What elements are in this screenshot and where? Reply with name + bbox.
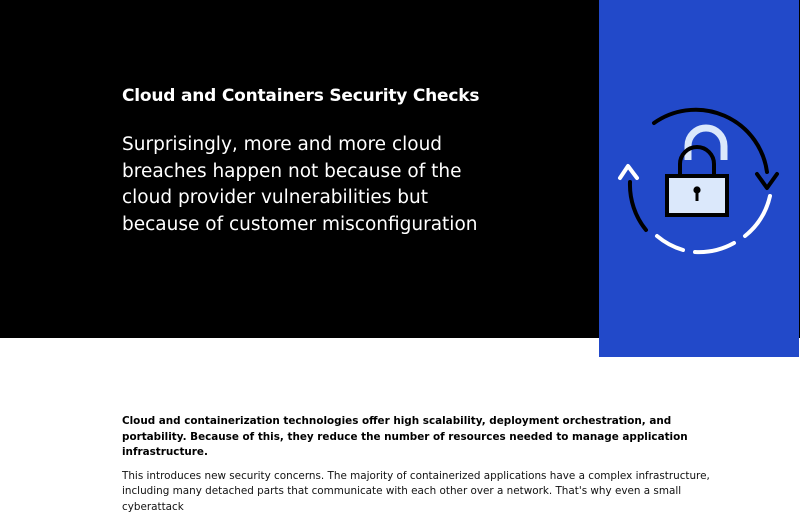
lock-shackle xyxy=(680,147,714,176)
refresh-arc-left xyxy=(630,182,646,230)
padlock-refresh-icon xyxy=(599,0,799,357)
arrowhead-right xyxy=(757,174,777,188)
arrowhead-left xyxy=(620,166,637,178)
hero-title: Cloud and Containers Security Checks xyxy=(122,86,479,106)
article-content xyxy=(122,414,730,515)
refresh-arc-bottom xyxy=(695,243,734,252)
hero-subtitle: Surprisingly, more and more cloud breaches happen not because of the cloud provider vulnerabilities but because of customer misconfiguration xyxy=(122,132,482,238)
body-paragraph: This introduces new security concerns. The majority of containerized applications have a complex infrastructure, including many detached parts that communicate with each other over a network. That's why even a small cyberattack xyxy=(122,469,730,515)
refresh-arc-top xyxy=(654,110,767,172)
refresh-arc-bottom-left xyxy=(657,236,683,250)
refresh-arc-right xyxy=(745,196,770,236)
intro-paragraph: Cloud and containerization technologies offer high scalability, deployment orchestration, and portability. Because of this, they reduce the number of resources needed to manage application infrastructure. xyxy=(122,414,730,461)
illustration-panel xyxy=(599,0,799,357)
keyhole-slot xyxy=(696,192,699,201)
lock-shackle-back xyxy=(688,128,724,160)
